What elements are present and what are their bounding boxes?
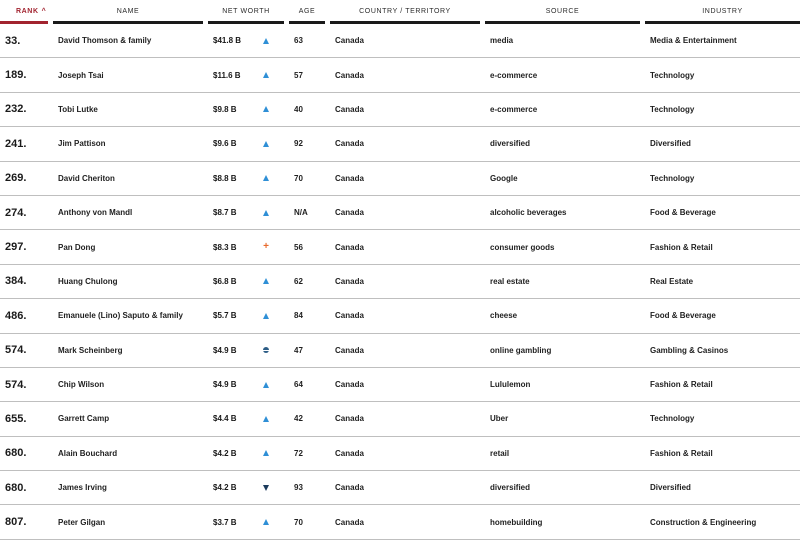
- country-cell: Canada: [335, 448, 364, 458]
- source-cell: retail: [490, 448, 510, 458]
- rank-cell: 574.: [5, 344, 27, 357]
- source-cell: Uber: [490, 414, 509, 424]
- industry-cell: Technology: [650, 414, 695, 424]
- name-cell[interactable]: Peter Gilgan: [58, 517, 106, 527]
- name-cell[interactable]: Huang Chulong: [58, 276, 118, 286]
- net-worth-cell: $41.8 B: [213, 36, 242, 46]
- table-row[interactable]: [0, 368, 800, 402]
- age-cell: 92: [294, 139, 303, 149]
- table-row[interactable]: [0, 505, 800, 539]
- up-icon: [261, 517, 271, 527]
- name-cell[interactable]: Alain Bouchard: [58, 448, 118, 458]
- age-cell: 40: [294, 104, 303, 114]
- net-worth-cell: $4.9 B: [213, 345, 237, 355]
- age-cell: 56: [294, 242, 303, 252]
- country-cell: Canada: [335, 517, 364, 527]
- name-cell[interactable]: Emanuele (Lino) Saputo & family: [58, 311, 183, 321]
- source-cell: online gambling: [490, 345, 552, 355]
- age-cell: 57: [294, 70, 303, 80]
- country-cell: Canada: [335, 173, 364, 183]
- age-cell: 64: [294, 380, 303, 390]
- rank-cell: 189.: [5, 69, 27, 82]
- country-cell: Canada: [335, 139, 364, 149]
- age-cell: 63: [294, 36, 303, 46]
- trend-cell: [256, 276, 289, 286]
- trend-cell: [256, 448, 289, 458]
- up-icon: [261, 208, 271, 218]
- country-cell: Canada: [335, 345, 364, 355]
- age-header-label: AGE: [298, 8, 316, 15]
- table-body: [0, 24, 800, 540]
- rank-cell: 680.: [5, 481, 27, 494]
- net-worth-cell: $5.7 B: [213, 311, 237, 321]
- industry-cell: Technology: [650, 70, 695, 80]
- trend-cell: [256, 345, 289, 355]
- table-row[interactable]: [0, 471, 800, 505]
- table-row[interactable]: [0, 265, 800, 299]
- industry-cell: Fashion & Retail: [650, 242, 713, 252]
- industry-cell: Food & Beverage: [650, 208, 716, 218]
- up-icon: [261, 276, 271, 286]
- net-worth-cell: $3.7 B: [213, 517, 237, 527]
- column-header-age[interactable]: [289, 0, 325, 24]
- net-worth-cell: $6.8 B: [213, 276, 237, 286]
- trend-cell: [256, 208, 289, 218]
- net-worth-cell: $8.8 B: [213, 173, 237, 183]
- trend-cell: [256, 242, 289, 252]
- industry-cell: Diversified: [650, 139, 691, 149]
- name-cell[interactable]: Garrett Camp: [58, 414, 110, 424]
- net-worth-cell: $4.2 B: [213, 448, 237, 458]
- source-cell: diversified: [490, 483, 531, 493]
- age-cell: 70: [294, 517, 303, 527]
- trend-cell: [256, 517, 289, 527]
- country-cell: Canada: [335, 36, 364, 46]
- name-cell[interactable]: David Cheriton: [58, 173, 115, 183]
- trend-cell: [256, 104, 289, 114]
- net-worth-cell: $8.7 B: [213, 208, 237, 218]
- source-cell: homebuilding: [490, 517, 543, 527]
- up-icon: [261, 380, 271, 390]
- rank-cell: 232.: [5, 103, 27, 116]
- up-icon: [261, 70, 271, 80]
- rank-cell: 655.: [5, 412, 27, 425]
- source-cell: Google: [490, 173, 518, 183]
- rank-cell: 269.: [5, 172, 27, 185]
- sort-ascending-icon: ^: [41, 8, 47, 15]
- country-header-label: COUNTRY / TERRITORY: [359, 8, 451, 15]
- trend-cell: [256, 414, 289, 424]
- age-cell: 70: [294, 173, 303, 183]
- table-row[interactable]: [0, 24, 800, 58]
- country-cell: Canada: [335, 104, 364, 114]
- source-cell: media: [490, 36, 514, 46]
- source-cell: diversified: [490, 139, 531, 149]
- country-cell: Canada: [335, 483, 364, 493]
- up-icon: [261, 173, 271, 183]
- industry-cell: Technology: [650, 104, 695, 114]
- name-cell[interactable]: David Thomson & family: [58, 36, 152, 46]
- industry-cell: Fashion & Retail: [650, 448, 713, 458]
- name-cell[interactable]: Jim Pattison: [58, 139, 106, 149]
- industry-cell: Media & Entertainment: [650, 36, 737, 46]
- rank-cell: 384.: [5, 275, 27, 288]
- country-cell: Canada: [335, 380, 364, 390]
- rank-header-label: RANK: [16, 8, 39, 15]
- column-header-name[interactable]: [53, 0, 203, 24]
- industry-cell: Technology: [650, 173, 695, 183]
- source-cell: cheese: [490, 311, 518, 321]
- trend-cell: [256, 311, 289, 321]
- age-cell: 72: [294, 448, 303, 458]
- table-row[interactable]: [0, 162, 800, 196]
- rank-cell: 274.: [5, 206, 27, 219]
- age-cell: 42: [294, 414, 303, 424]
- name-cell[interactable]: Joseph Tsai: [58, 70, 104, 80]
- rank-cell: 807.: [5, 516, 27, 529]
- name-cell[interactable]: Anthony von Mandl: [58, 208, 133, 218]
- net-worth-cell: $8.3 B: [213, 242, 237, 252]
- trend-cell: [256, 139, 289, 149]
- industry-header-label: INDUSTRY: [702, 8, 743, 15]
- name-cell[interactable]: Chip Wilson: [58, 380, 105, 390]
- rank-cell: 574.: [5, 378, 27, 391]
- country-cell: Canada: [335, 70, 364, 80]
- up-icon: [261, 36, 271, 46]
- trend-cell: [256, 70, 289, 80]
- table-row[interactable]: [0, 196, 800, 230]
- down-icon: [261, 483, 271, 493]
- rank-cell: 297.: [5, 241, 27, 254]
- trend-cell: [256, 380, 289, 390]
- trend-cell: [256, 173, 289, 183]
- up-icon: [261, 448, 271, 458]
- column-header-rank[interactable]: [0, 0, 48, 24]
- column-header-industry[interactable]: [645, 0, 800, 24]
- country-cell: Canada: [335, 242, 364, 252]
- country-cell: Canada: [335, 276, 364, 286]
- industry-cell: Construction & Engineering: [650, 517, 757, 527]
- net-worth-header-label: NET WORTH: [222, 8, 270, 15]
- age-cell: N/A: [294, 208, 308, 218]
- net-worth-cell: $9.6 B: [213, 139, 237, 149]
- table-row[interactable]: [0, 437, 800, 471]
- net-worth-cell: $4.9 B: [213, 380, 237, 390]
- rank-cell: 33.: [5, 34, 21, 47]
- table-row[interactable]: [0, 402, 800, 436]
- up-icon: [261, 104, 271, 114]
- name-cell[interactable]: Pan Dong: [58, 242, 96, 252]
- up-icon: [261, 139, 271, 149]
- rank-cell: 680.: [5, 447, 27, 460]
- column-header-source[interactable]: [485, 0, 640, 24]
- industry-cell: Gambling & Casinos: [650, 345, 729, 355]
- new-icon: +: [263, 241, 269, 253]
- industry-cell: Fashion & Retail: [650, 380, 713, 390]
- industry-cell: Real Estate: [650, 276, 694, 286]
- source-cell: Lululemon: [490, 380, 531, 390]
- net-worth-cell: $11.6 B: [213, 70, 241, 80]
- source-cell: consumer goods: [490, 242, 555, 252]
- country-cell: Canada: [335, 414, 364, 424]
- net-worth-cell: $4.2 B: [213, 483, 237, 493]
- country-cell: Canada: [335, 208, 364, 218]
- rank-cell: 241.: [5, 137, 27, 150]
- net-worth-cell: $4.4 B: [213, 414, 237, 424]
- column-header-net-worth[interactable]: [208, 0, 284, 24]
- age-cell: 47: [294, 345, 303, 355]
- net-worth-cell: $9.8 B: [213, 104, 237, 114]
- industry-cell: Diversified: [650, 483, 691, 493]
- up-icon: [261, 311, 271, 321]
- source-cell: e-commerce: [490, 70, 538, 80]
- trend-cell: [256, 36, 289, 46]
- industry-cell: Food & Beverage: [650, 311, 716, 321]
- trend-cell: [256, 483, 289, 493]
- age-cell: 93: [294, 483, 303, 493]
- name-cell[interactable]: Mark Scheinberg: [58, 345, 123, 355]
- age-cell: 62: [294, 276, 303, 286]
- country-cell: Canada: [335, 311, 364, 321]
- table-row[interactable]: [0, 230, 800, 264]
- age-cell: 84: [294, 311, 303, 321]
- source-cell: real estate: [490, 276, 530, 286]
- table-row[interactable]: [0, 334, 800, 368]
- name-cell[interactable]: James Irving: [58, 483, 107, 493]
- name-cell[interactable]: Tobi Lutke: [58, 104, 98, 114]
- source-cell: e-commerce: [490, 104, 538, 114]
- rank-cell: 486.: [5, 309, 27, 322]
- source-header-label: SOURCE: [545, 8, 580, 15]
- table-row[interactable]: [0, 299, 800, 333]
- name-header-label: NAME: [116, 8, 140, 15]
- table-row[interactable]: [0, 93, 800, 127]
- table-header: [0, 0, 800, 24]
- table-row[interactable]: [0, 58, 800, 92]
- column-header-country[interactable]: [330, 0, 480, 24]
- unchanged-icon: [261, 345, 271, 355]
- up-icon: [261, 414, 271, 424]
- source-cell: alcoholic beverages: [490, 208, 567, 218]
- table-row[interactable]: [0, 127, 800, 161]
